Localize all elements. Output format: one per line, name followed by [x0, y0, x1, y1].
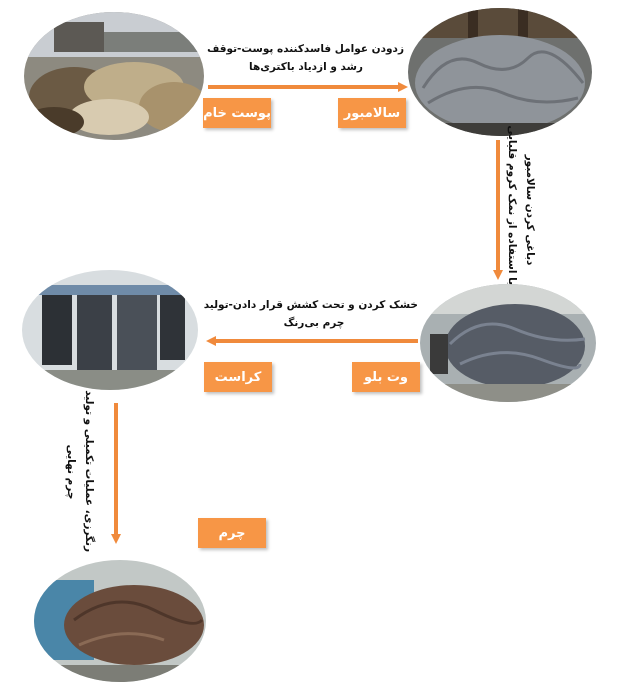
caption-step-1-line-2: رشد و ازدیاد باکتری‌ها — [249, 61, 363, 74]
salambour-photo — [408, 8, 592, 136]
caption-step-3-line-1: خشک کردن و تحت کشش قرار دادن-تولید — [203, 299, 418, 311]
caption-step-2-line-1: دباغی کردن سالامبور — [524, 154, 536, 266]
caption-step-4-line-1: رنگرزی، عملیات تکمیلی و تولید — [83, 390, 95, 552]
wet-blue-photo — [420, 284, 596, 402]
caption-step-2-line-2: با استفاده از نمک کروم قلیایی — [505, 125, 518, 285]
caption-step-1 — [208, 40, 404, 77]
caption-step-3 — [203, 296, 418, 333]
crust-photo — [22, 270, 198, 390]
caption-step-1-line-1: زدودن عوامل فاسدکننده پوست-توقف — [207, 43, 404, 55]
raw-hide-photo — [24, 12, 204, 140]
caption-step-3-line-2: چرم بی‌رنگ — [283, 317, 345, 330]
label-salambour: سالامبور — [338, 98, 406, 128]
leather-photo — [34, 560, 206, 682]
label-wet-blue: وت بلو — [352, 362, 420, 392]
caption-step-2 — [499, 125, 539, 285]
label-leather: چرم — [198, 518, 266, 548]
label-raw-hide: پوست خام — [203, 98, 271, 128]
caption-step-4 — [58, 392, 98, 552]
label-crust: کراست — [204, 362, 272, 392]
caption-step-4-line-2: چرم نهایی — [64, 444, 77, 500]
